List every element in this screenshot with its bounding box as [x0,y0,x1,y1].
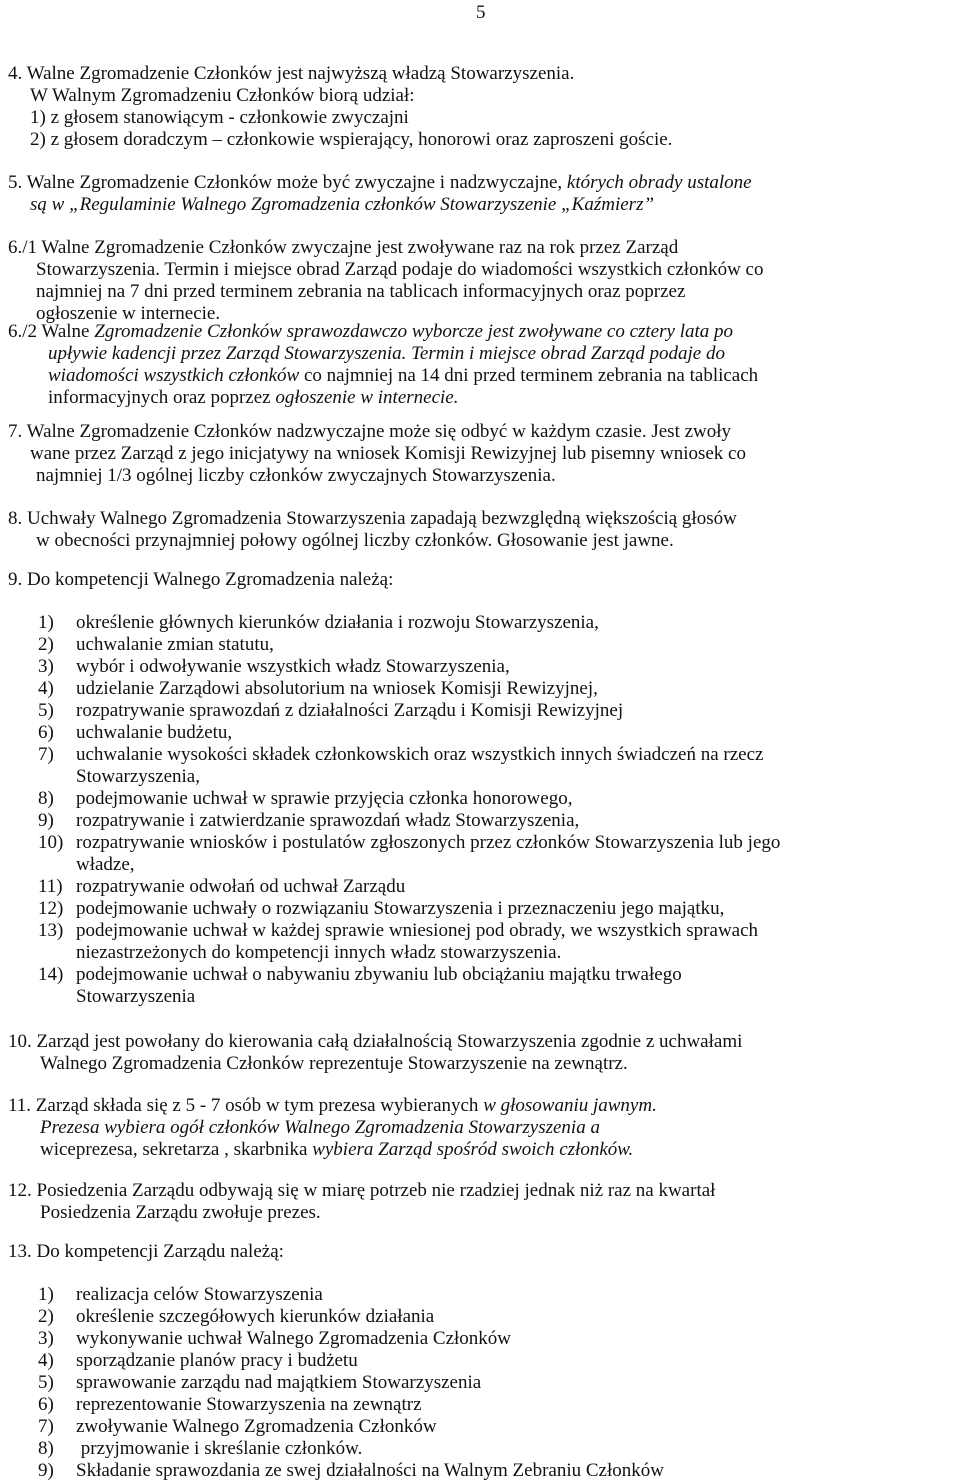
list-item [8,678,780,700]
section-8-line: w obecności przynajmniej połowy ogólnej liczby członków. Głosowanie jest jawne. [36,530,674,551]
section-6-2-line: upływie kadencji przez Zarząd Stowarzyszenia. Termin i miejsce obrad Zarząd podaje do [48,343,725,364]
list-item-text: uchwalanie budżetu, [76,722,233,743]
list-item [8,1328,664,1350]
section-11-italic-text: wybiera Zarząd spośród swoich członków. [312,1139,634,1160]
section-11-line [8,1139,952,1161]
section-10 [8,1031,952,1075]
list-item-text: określenie głównych kierunków działania i rozwoju Stowarzyszenia, [76,612,599,633]
section-11-line [8,1095,952,1117]
list-item-number: 7) [38,744,54,765]
section-13-list [8,1284,664,1482]
section-7-line: 7. Walne Zgromadzenie Członków nadzwyczajne może się odbyć w każdym czasie. Jest zwoły [8,421,732,442]
list-item-number: 8) [38,788,54,809]
section-12-line: Posiedzenia Zarządu zwołuje prezes. [40,1202,321,1223]
list-item-number: 3) [38,656,54,677]
list-item [8,1460,664,1482]
section-4-line: W Walnym Zgromadzeniu Członków biorą udział: [30,85,415,106]
section-6-1 [8,237,952,325]
list-item-text: reprezentowanie Stowarzyszenia na zewnątrz [76,1394,422,1415]
section-12-line: 12. Posiedzenia Zarządu odbywają się w miarę potrzeb nie rzadziej jednak niż raz na kwartał [8,1180,716,1201]
list-item-text: sprawowanie zarządu nad majątkiem Stowarzyszenia [76,1372,482,1393]
list-item-text [76,832,780,876]
list-item [8,898,780,920]
list-item [8,700,780,722]
section-9-list [8,612,780,1008]
section-11-line: Prezesa wybiera ogół członków Walnego Zgromadzenia Stowarzyszenia a [40,1117,600,1138]
section-6-2-italic-text: Zgromadzenie Członków sprawozdawczo wyborcze jest zwoływane co cztery lata po [94,321,734,342]
list-item-text: realizacja celów Stowarzyszenia [76,1284,323,1305]
list-item-text: Składanie sprawozdania ze swej działalności na Walnym Zebraniu Członków [76,1460,664,1481]
section-12 [8,1180,952,1224]
list-item-number: 4) [38,1350,54,1371]
section-6-2 [8,321,952,409]
section-11-text: wiceprezesa, sekretarza , skarbnika [40,1139,313,1160]
list-item-line: Stowarzyszenia [76,986,196,1007]
section-6-2-text: informacyjnych oraz poprzez [48,387,276,408]
section-5-text: 5. Walne Zgromadzenie Członków może być zwyczajne i nadzwyczajne, [8,172,567,193]
section-6-1-line: 6./1 Walne Zgromadzenie Członków zwyczajne jest zwoływane raz na rok przez Zarząd [8,237,679,258]
list-item [8,1306,664,1328]
list-item-number: 5) [38,700,54,721]
list-item-number: 3) [38,1328,54,1349]
list-item-text: udzielanie Zarządowi absolutorium na wniosek Komisji Rewizyjnej, [76,678,598,699]
section-6-2-text: co najmniej na 14 dni przed terminem zebrania na tablicach [303,365,759,386]
list-item [8,722,780,744]
section-5-line [8,172,952,194]
section-6-2-line [8,321,952,343]
list-item-text: wybór i odwoływanie wszystkich władz Stowarzyszenia, [76,656,510,677]
list-item-number: 11) [38,876,63,897]
list-item [8,1350,664,1372]
section-7-line: wane przez Zarząd z jego inicjatywy na wniosek Komisji Rewizyjnej lub pisemny wniosek co [30,443,746,464]
list-item [8,1394,664,1416]
list-item [8,964,780,1008]
list-item-number: 8) [38,1438,54,1459]
list-item [8,634,780,656]
list-item-line: Stowarzyszenia, [76,766,200,787]
section-5-italic-text: których obrady ustalone [566,172,752,193]
list-item-number: 10) [38,832,64,853]
section-9-title: 9. Do kompetencji Walnego Zgromadzenia należą: [8,569,394,590]
list-item [8,656,780,678]
section-13-title: 13. Do kompetencji Zarządu należą: [8,1241,284,1262]
section-4-line: 2) z głosem doradczym – członkowie wspierający, honorowi oraz zaproszeni goście. [30,129,673,150]
list-item [8,810,780,832]
list-item-number: 5) [38,1372,54,1393]
section-5-line: są w „Regulaminie Walnego Zgromadzenia członków Stowarzyszenie „Kaźmierz” [30,194,655,215]
section-6-2-line [8,365,952,387]
section-11 [8,1095,952,1161]
list-item [8,788,780,810]
section-11-text: 11. Zarząd składa się z 5 - 7 osób w tym prezesa wybieranych [8,1095,484,1116]
list-item [8,876,780,898]
section-4 [8,63,952,151]
list-item-number: 9) [38,1460,54,1481]
list-item [8,1438,664,1460]
section-11-italic-text: w głosowaniu jawnym. [483,1095,657,1116]
list-item-text [76,964,682,1008]
list-item-number: 13) [38,920,64,941]
list-item [8,832,780,876]
list-item-text: sporządzanie planów pracy i budżetu [76,1350,358,1371]
section-5 [8,172,952,216]
list-item-number: 14) [38,964,64,985]
section-7 [8,421,952,487]
section-8-line: 8. Uchwały Walnego Zgromadzenia Stowarzyszenia zapadają bezwzględną większością głosów [8,508,737,529]
list-item-number: 7) [38,1416,54,1437]
page-number: 5 [476,2,486,23]
list-item-text: rozpatrywanie odwołań od uchwał Zarządu [76,876,406,897]
list-item-number: 4) [38,678,54,699]
list-item-text: podejmowanie uchwały o rozwiązaniu Stowarzyszenia i przeznaczeniu jego majątku, [76,898,725,919]
list-item-text: rozpatrywanie i zatwierdzanie sprawozdań władz Stowarzyszenia, [76,810,580,831]
list-item [8,744,780,788]
list-item-text [76,920,758,964]
list-item [8,612,780,634]
list-item-text: podejmowanie uchwał w sprawie przyjęcia członka honorowego, [76,788,573,809]
section-6-2-text: 6./2 Walne [8,321,95,342]
list-item-line: podejmowanie uchwał w każdej sprawie wniesionej pod obrady, we wszystkich sprawach [76,920,759,941]
list-item-text [76,744,763,788]
section-6-2-line [8,387,952,409]
list-item [8,1416,664,1438]
list-item-number: 2) [38,1306,54,1327]
list-item-line: rozpatrywanie wniosków i postulatów zgłoszonych przez członków Stowarzyszenia lub jego [76,832,781,853]
section-10-line: 10. Zarząd jest powołany do kierowania całą działalnością Stowarzyszenia zgodnie z uchwałami [8,1031,743,1052]
section-4-line: 4. Walne Zgromadzenie Członków jest najwyższą władzą Stowarzyszenia. [8,63,575,84]
list-item-text: określenie szczegółowych kierunków działania [76,1306,435,1327]
section-7-line: najmniej 1/3 ogólnej liczby członków zwyczajnych Stowarzyszenia. [36,465,556,486]
list-item-number: 6) [38,1394,54,1415]
list-item [8,1372,664,1394]
list-item-number: 6) [38,722,54,743]
section-8 [8,508,952,552]
list-item-number: 2) [38,634,54,655]
section-6-1-line: najmniej na 7 dni przed terminem zebrania na tablicach informacyjnych oraz poprzez [36,281,686,302]
list-item-text: przyjmowanie i skreślanie członków. [76,1438,363,1459]
list-item-number: 1) [38,612,54,633]
section-4-line: 1) z głosem stanowiącym - członkowie zwyczajni [30,107,409,128]
list-item-line: podejmowanie uchwał o nabywaniu zbywaniu lub obciążaniu majątku trwałego [76,964,682,985]
list-item [8,920,780,964]
section-6-2-italic-text: wiadomości wszystkich członków [48,365,304,386]
section-6-2-italic-text: ogłoszenie w internecie. [275,387,459,408]
list-item-text: rozpatrywanie sprawozdań z działalności Zarządu i Komisji Rewizyjnej [76,700,624,721]
list-item-line: niezastrzeżonych do kompetencji innych władz stowarzyszenia. [76,942,562,963]
list-item-line: władze, [76,854,135,875]
list-item-text: uchwalanie zmian statutu, [76,634,274,655]
list-item-text: wykonywanie uchwał Walnego Zgromadzenia Członków [76,1328,511,1349]
list-item-number: 12) [38,898,64,919]
list-item-line: uchwalanie wysokości składek członkowskich oraz wszystkich innych świadczeń na rzecz [76,744,764,765]
list-item-text: zwoływanie Walnego Zgromadzenia Członków [76,1416,437,1437]
list-item-number: 1) [38,1284,54,1305]
section-6-1-line: Stowarzyszenia. Termin i miejsce obrad Zarząd podaje do wiadomości wszystkich członków co [36,259,764,280]
section-10-line: Walnego Zgromadzenia Członków reprezentuje Stowarzyszenie na zewnątrz. [40,1053,628,1074]
list-item-number: 9) [38,810,54,831]
list-item [8,1284,664,1306]
section-6-1-line: ogłoszenie w internecie. [36,303,221,324]
